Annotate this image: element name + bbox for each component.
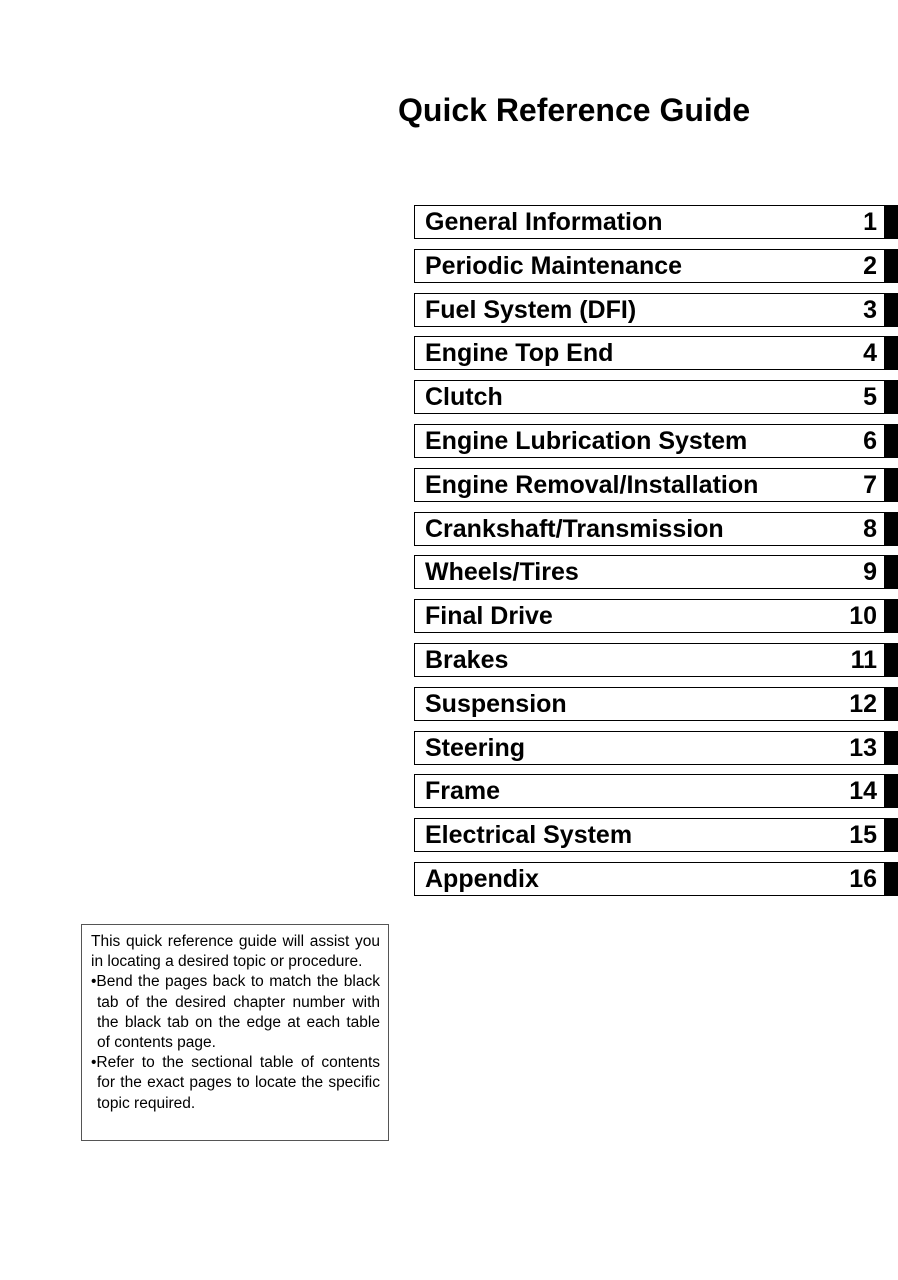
chapter-black-tab xyxy=(885,380,898,414)
chapter-title: Engine Top End xyxy=(425,339,614,368)
chapter-black-tab xyxy=(885,862,898,896)
chapter-box xyxy=(414,818,885,852)
chapter-title: Appendix xyxy=(425,864,539,893)
chapter-title: Brakes xyxy=(425,645,509,674)
chapter-title: Periodic Maintenance xyxy=(425,251,683,280)
chapter-number: 13 xyxy=(849,733,877,762)
chapter-box xyxy=(414,424,885,458)
chapter-number: 6 xyxy=(863,426,877,455)
usage-note-box xyxy=(81,924,389,1141)
chapter-list xyxy=(414,205,898,906)
chapter-number: 2 xyxy=(863,251,877,280)
chapter-number: 1 xyxy=(863,208,877,236)
chapter-number: 14 xyxy=(849,777,877,806)
chapter-title: Suspension xyxy=(425,689,567,718)
chapter-row-engine-removal-installation[interactable] xyxy=(414,468,898,502)
chapter-box xyxy=(414,687,885,721)
chapter-black-tab xyxy=(885,512,898,546)
chapter-number: 7 xyxy=(863,470,877,499)
chapter-box xyxy=(414,380,885,414)
chapter-number: 8 xyxy=(863,514,877,543)
chapter-black-tab xyxy=(885,643,898,677)
chapter-box xyxy=(414,862,885,896)
chapter-box xyxy=(414,336,885,370)
chapter-black-tab xyxy=(885,468,898,502)
chapter-title: General Information xyxy=(425,208,663,236)
chapter-title: Clutch xyxy=(425,383,503,412)
chapter-black-tab xyxy=(885,731,898,765)
chapter-row-frame[interactable] xyxy=(414,774,898,808)
note-bullet: •Refer to the sectional table of contents for the exact pages to locate the specific topic required. xyxy=(91,1054,380,1112)
chapter-box xyxy=(414,774,885,808)
chapter-number: 10 xyxy=(849,602,877,631)
chapter-title: Fuel System (DFI) xyxy=(425,295,637,324)
chapter-box xyxy=(414,731,885,765)
chapter-row-periodic-maintenance[interactable] xyxy=(414,249,898,283)
chapter-number: 4 xyxy=(863,339,877,368)
chapter-title: Frame xyxy=(425,777,501,806)
chapter-black-tab xyxy=(885,249,898,283)
chapter-row-fuel-system[interactable] xyxy=(414,293,898,327)
chapter-number: 16 xyxy=(849,864,877,893)
chapter-number: 12 xyxy=(849,689,877,718)
chapter-row-appendix[interactable] xyxy=(414,862,898,896)
chapter-row-wheels-tires[interactable] xyxy=(414,555,898,589)
chapter-black-tab xyxy=(885,336,898,370)
chapter-row-final-drive[interactable] xyxy=(414,599,898,633)
chapter-box xyxy=(414,555,885,589)
chapter-title: Steering xyxy=(425,733,526,762)
chapter-number: 5 xyxy=(863,383,877,412)
chapter-title: Final Drive xyxy=(425,602,553,631)
chapter-title: Electrical System xyxy=(425,821,633,850)
chapter-black-tab xyxy=(885,424,898,458)
chapter-box xyxy=(414,249,885,283)
chapter-row-suspension[interactable] xyxy=(414,687,898,721)
chapter-box xyxy=(414,512,885,546)
chapter-box xyxy=(414,599,885,633)
chapter-black-tab xyxy=(885,293,898,327)
chapter-black-tab xyxy=(885,687,898,721)
chapter-row-engine-top-end[interactable] xyxy=(414,336,898,370)
chapter-black-tab xyxy=(885,818,898,852)
chapter-black-tab xyxy=(885,599,898,633)
chapter-box xyxy=(414,205,885,239)
chapter-row-engine-lubrication-system[interactable] xyxy=(414,424,898,458)
chapter-number: 9 xyxy=(863,558,877,587)
chapter-row-brakes[interactable] xyxy=(414,643,898,677)
chapter-black-tab xyxy=(885,774,898,808)
chapter-row-crankshaft-transmission[interactable] xyxy=(414,512,898,546)
page-title: Quick Reference Guide xyxy=(398,92,751,128)
note-intro: This quick reference guide will assist you in locating a desired topic or procedure. xyxy=(91,933,380,971)
chapter-row-general-information[interactable] xyxy=(414,205,898,239)
chapter-row-electrical-system[interactable] xyxy=(414,818,898,852)
chapter-title: Engine Lubrication System xyxy=(425,426,748,455)
chapter-box xyxy=(414,643,885,677)
chapter-black-tab xyxy=(885,205,898,239)
chapter-number: 3 xyxy=(863,295,877,324)
chapter-black-tab xyxy=(885,555,898,589)
chapter-row-clutch[interactable] xyxy=(414,380,898,414)
chapter-number: 11 xyxy=(850,645,877,674)
chapter-row-steering[interactable] xyxy=(414,731,898,765)
chapter-title: Crankshaft/Transmission xyxy=(425,514,724,543)
chapter-number: 15 xyxy=(849,821,877,850)
chapter-box xyxy=(414,468,885,502)
chapter-title: Wheels/Tires xyxy=(425,558,579,587)
chapter-box xyxy=(414,293,885,327)
chapter-title: Engine Removal/Installation xyxy=(425,470,759,499)
note-bullet: •Bend the pages back to match the black tab of the desired chapter number with the black tab on the edge at each table of contents page. xyxy=(91,973,380,1052)
